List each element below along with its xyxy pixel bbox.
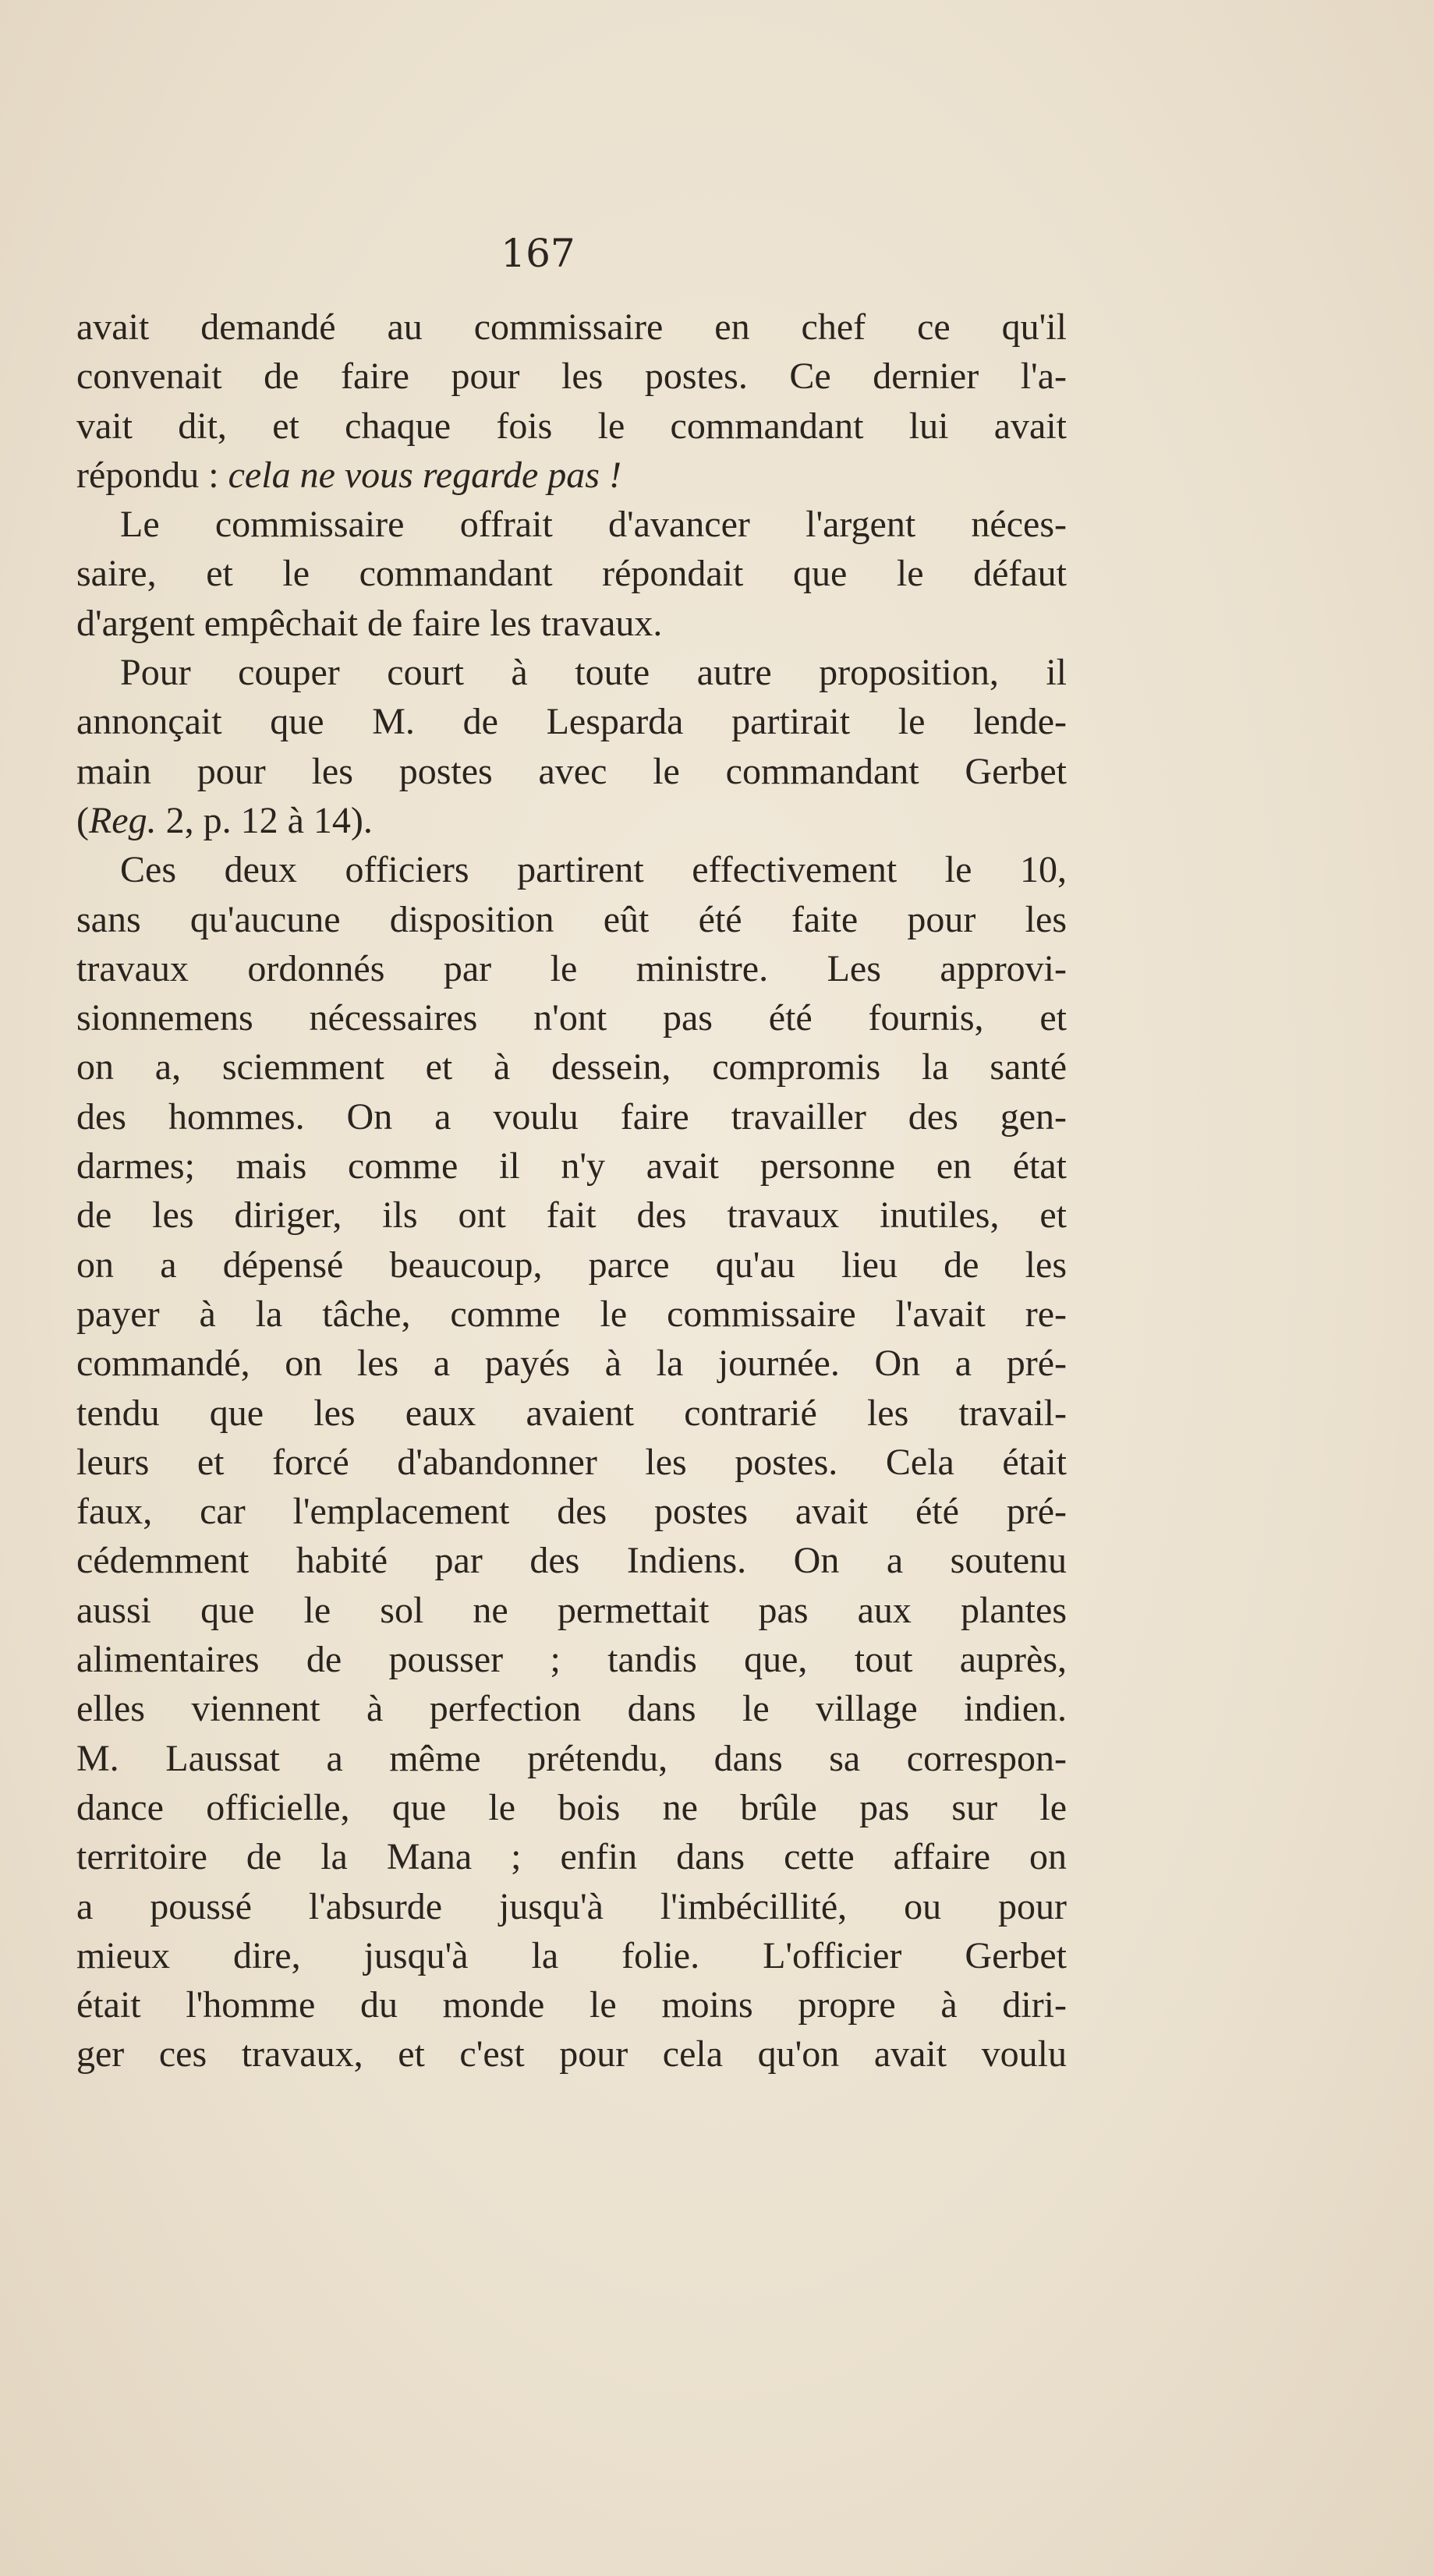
text-line — [76, 1290, 1067, 1339]
text-segment: territoire de la Mana ; enfin dans cette affaire on — [76, 1836, 1067, 1878]
text-line — [76, 352, 1067, 401]
text-line — [76, 1042, 1067, 1092]
text-line — [76, 1487, 1067, 1536]
text-segment: alimentaires de pousser ; tandis que, tout auprès, — [76, 1639, 1067, 1681]
text-segment: darmes; mais comme il n'y avait personne en état — [76, 1145, 1067, 1187]
text-segment: sionnemens nécessaires n'ont pas été fournis, et — [76, 997, 1067, 1039]
text-line — [76, 1092, 1067, 1141]
text-line — [76, 402, 1067, 451]
text-line — [76, 1832, 1067, 1881]
text-line — [76, 303, 1067, 352]
text-line — [76, 895, 1067, 944]
text-line — [76, 845, 1067, 894]
text-segment: ( — [76, 799, 89, 841]
text-line — [76, 1783, 1067, 1832]
text-segment: annonçait que M. de Lesparda partirait le lende- — [76, 701, 1067, 743]
text-line — [76, 1734, 1067, 1783]
text-segment: répondu : — [76, 454, 228, 496]
text-segment: commandé, on les a payés à la journée. On a pré- — [76, 1343, 1067, 1385]
text-segment: tendu que les eaux avaient contrarié les travail- — [76, 1392, 1067, 1434]
text-line — [76, 1141, 1067, 1191]
text-segment: dance officielle, que le bois ne brûle pas sur le — [76, 1786, 1067, 1828]
body-text — [76, 303, 1067, 2079]
italic-segment: cela ne vous regarde pas ! — [228, 454, 621, 496]
text-segment: payer à la tâche, comme le commissaire l'avait re- — [76, 1293, 1067, 1335]
text-line — [76, 1191, 1067, 1240]
text-line — [76, 549, 1067, 598]
text-line — [76, 697, 1067, 746]
text-line — [76, 1586, 1067, 1635]
text-line — [76, 1684, 1067, 1733]
text-segment: convenait de faire pour les postes. Ce dernier l'a- — [76, 356, 1067, 398]
text-line — [76, 1980, 1067, 2029]
text-segment: aussi que le sol ne permettait pas aux plantes — [76, 1589, 1067, 1631]
text-segment: 2, p. 12 à 14). — [156, 799, 373, 841]
text-line — [76, 648, 1067, 697]
text-line — [76, 993, 1067, 1042]
text-line — [76, 1536, 1067, 1585]
text-segment: Ces deux officiers partirent effectivement le 10, — [120, 849, 1067, 891]
text-segment: mieux dire, jusqu'à la folie. L'officier Gerbet — [76, 1934, 1067, 1976]
text-line — [76, 796, 1067, 845]
text-line — [76, 451, 1067, 500]
text-segment: leurs et forcé d'abandonner les postes. Cela était — [76, 1441, 1067, 1483]
text-segment: d'argent empêchait de faire les travaux. — [76, 602, 663, 644]
text-line — [76, 599, 1067, 648]
text-line — [76, 944, 1067, 993]
text-segment: main pour les postes avec le commandant Gerbet — [76, 750, 1067, 792]
text-line — [76, 2029, 1067, 2079]
text-line — [76, 747, 1067, 796]
text-segment: sans qu'aucune disposition eût été faite pour les — [76, 898, 1067, 940]
text-line — [76, 1931, 1067, 1980]
text-segment: elles viennent à perfection dans le village indien. — [76, 1688, 1067, 1730]
text-segment: cédemment habité par des Indiens. On a soutenu — [76, 1540, 1067, 1582]
text-segment: ger ces travaux, et c'est pour cela qu'on avait voulu — [76, 2033, 1067, 2075]
text-segment: a poussé l'absurde jusqu'à l'imbécillité, ou pour — [76, 1885, 1067, 1927]
text-segment: saire, et le commandant répondait que le défaut — [76, 553, 1067, 595]
text-segment: vait dit, et chaque fois le commandant lui avait — [76, 405, 1067, 447]
text-line — [76, 500, 1067, 549]
text-line — [76, 1389, 1067, 1438]
text-line — [76, 1240, 1067, 1290]
text-segment: M. Laussat a même prétendu, dans sa correspon- — [76, 1737, 1067, 1779]
text-segment: était l'homme du monde le moins propre à diri- — [76, 1984, 1067, 2026]
text-segment: Pour couper court à toute autre proposition, il — [120, 652, 1067, 694]
text-line — [76, 1635, 1067, 1684]
text-segment: des hommes. On a voulu faire travailler des gen- — [76, 1095, 1067, 1138]
text-line — [76, 1438, 1067, 1487]
text-segment: on a, sciemment et à dessein, compromis la santé — [76, 1046, 1067, 1088]
italic-segment: Reg. — [88, 799, 157, 841]
text-segment: Le commissaire offrait d'avancer l'argent néces- — [120, 504, 1067, 546]
page-number: 167 — [501, 231, 575, 276]
text-segment: on a dépensé beaucoup, parce qu'au lieu de les — [76, 1244, 1067, 1286]
text-line — [76, 1339, 1067, 1388]
text-segment: faux, car l'emplacement des postes avait été pré- — [76, 1491, 1067, 1533]
text-segment: travaux ordonnés par le ministre. Les approvi- — [76, 947, 1067, 989]
text-line — [76, 1882, 1067, 1931]
text-segment: de les diriger, ils ont fait des travaux inutiles, et — [76, 1194, 1067, 1237]
text-segment: avait demandé au commissaire en chef ce qu'il — [76, 306, 1067, 348]
